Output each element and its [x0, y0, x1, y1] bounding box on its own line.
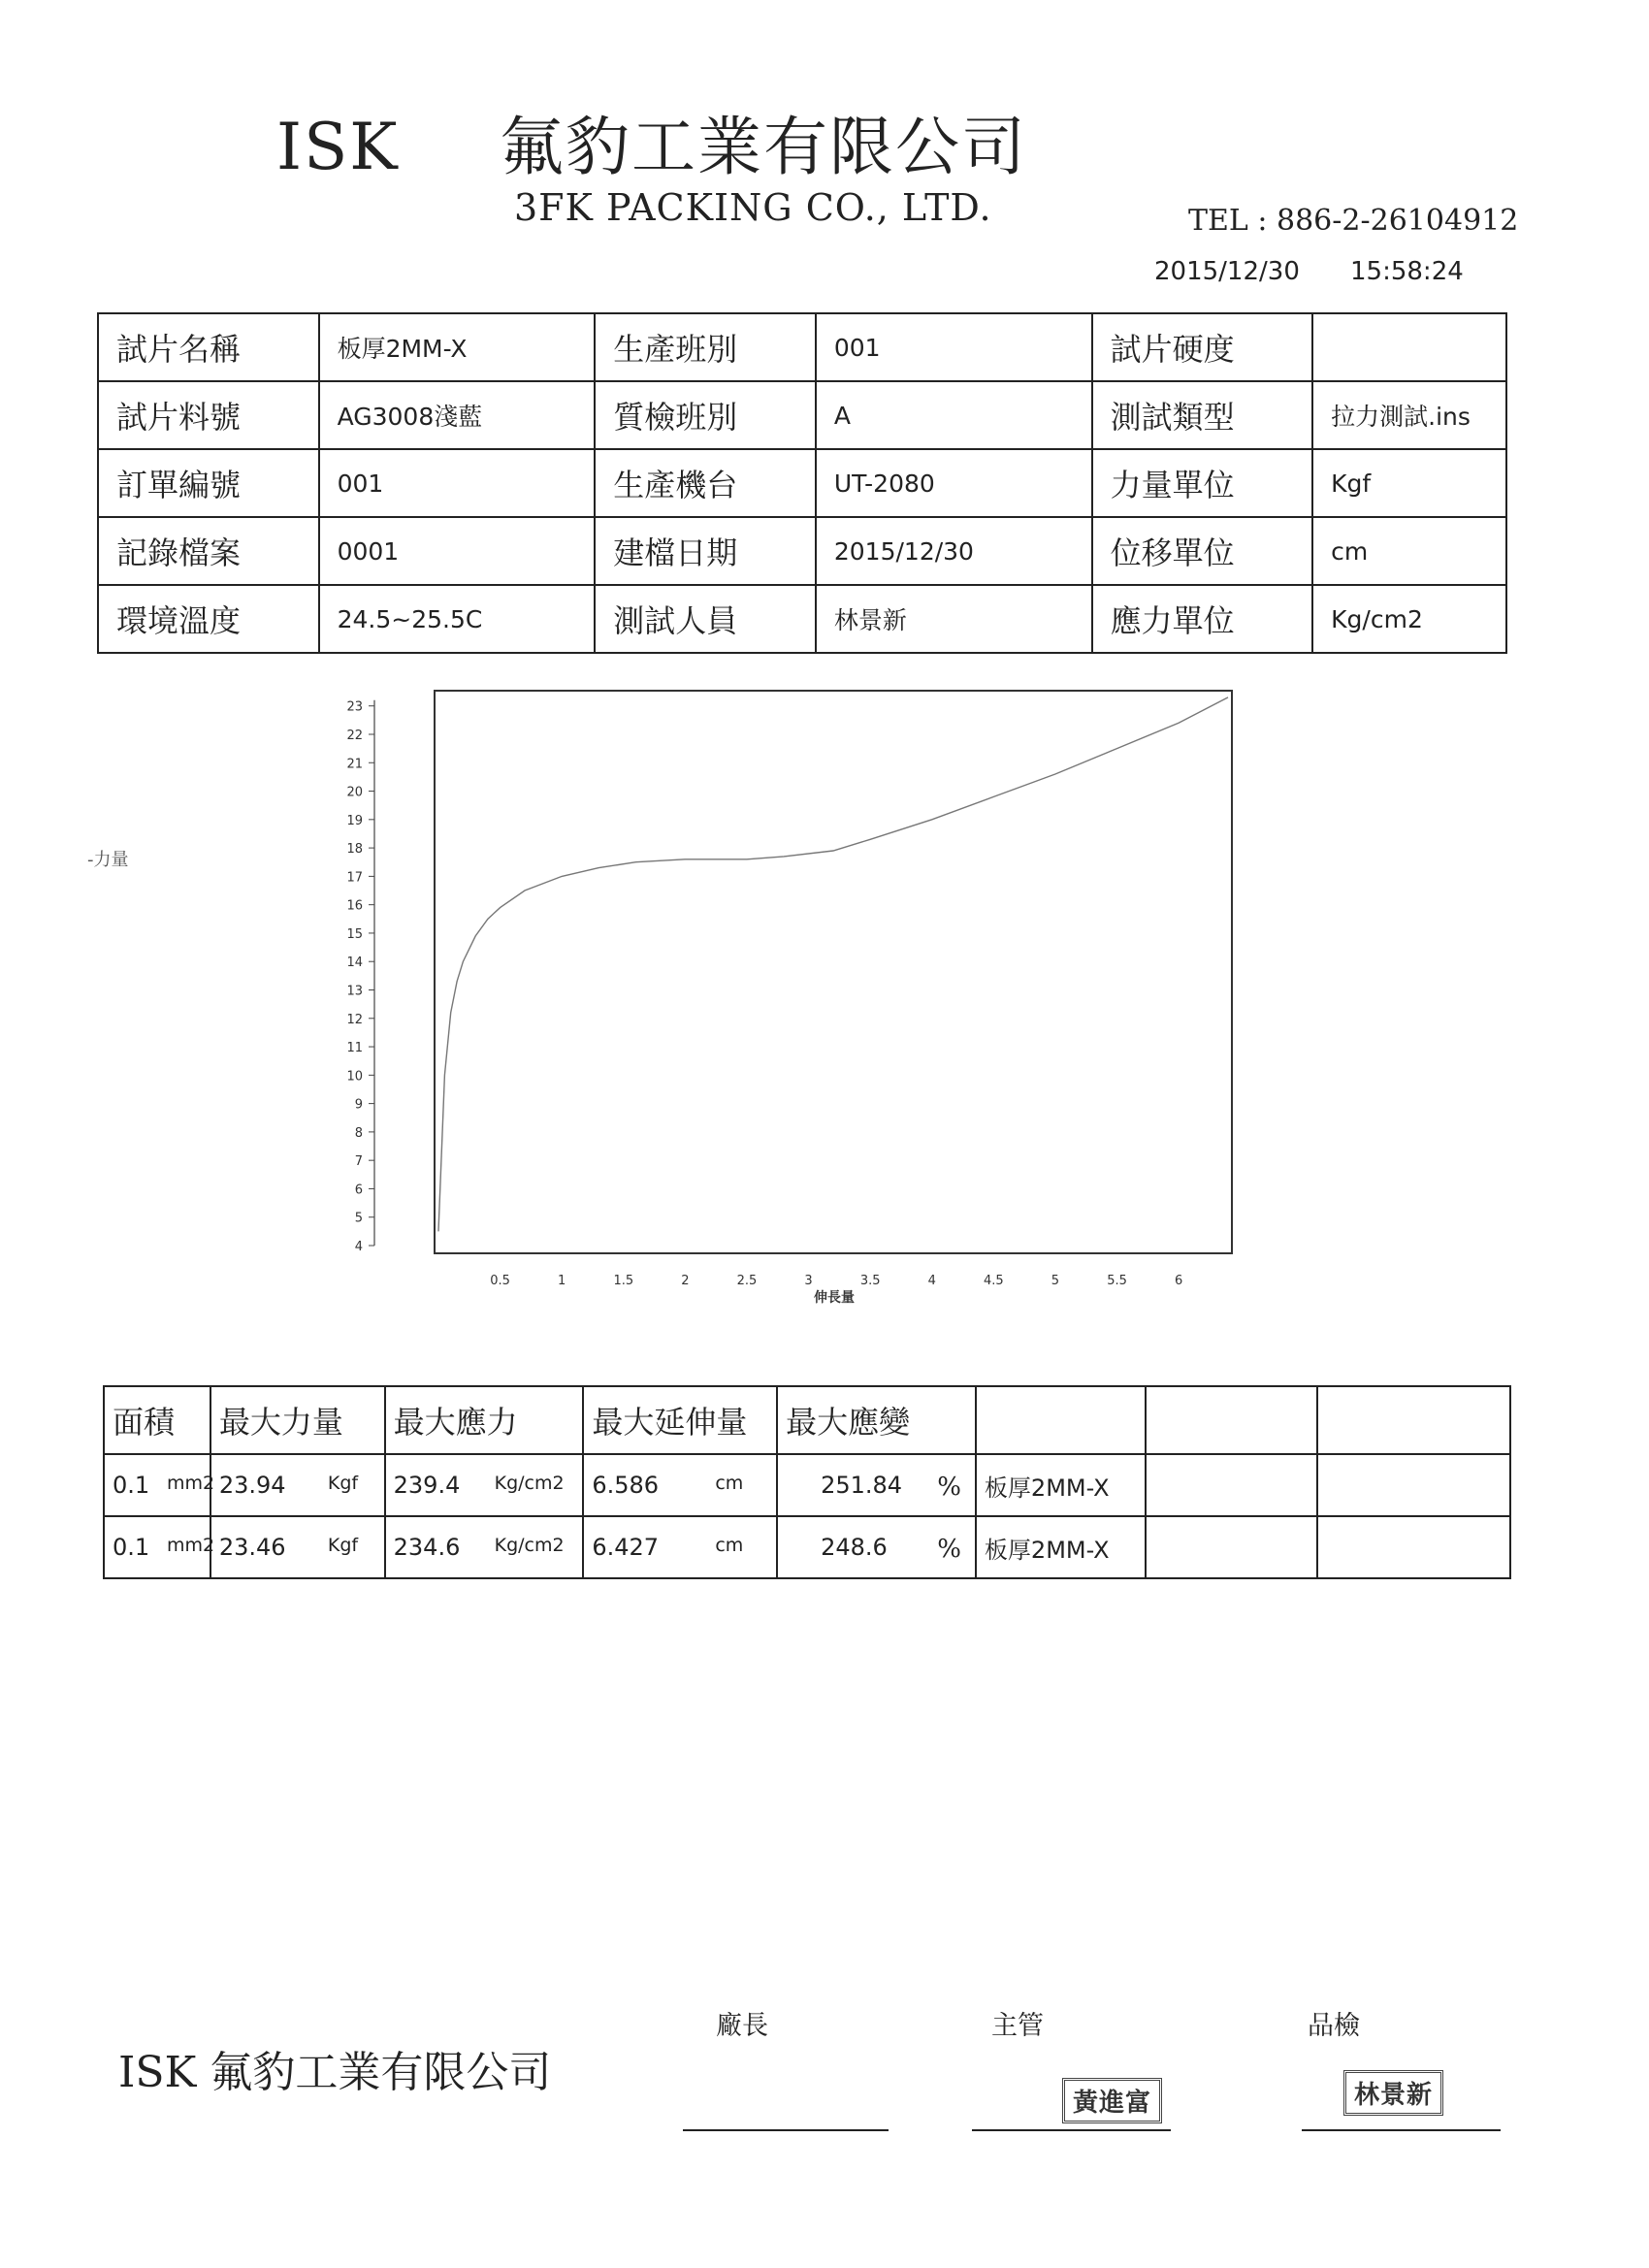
info-label: 試片名稱 [98, 313, 319, 381]
stress-value: 234.6 [393, 1534, 461, 1561]
info-label: 訂單編號 [98, 449, 319, 517]
y-tick-label: 10 [346, 1069, 363, 1085]
y-tick-label: 22 [346, 728, 363, 743]
plot-frame [435, 691, 1232, 1253]
extension-value: 6.427 [592, 1534, 660, 1561]
info-value: 24.5~25.5C [319, 585, 596, 653]
results-cell-specimen-name [976, 1516, 1146, 1578]
y-tick-label: 8 [354, 1125, 363, 1141]
y-tick-label: 14 [346, 956, 363, 971]
force-value: 23.94 [218, 1472, 286, 1499]
results-row [104, 1454, 1510, 1516]
info-label: 生產班別 [595, 313, 816, 381]
x-tick-label: 5.5 [1107, 1274, 1127, 1288]
x-tick-label: 4.5 [984, 1274, 1004, 1288]
signature-line-quality [1302, 2129, 1501, 2131]
x-tick-label: 0.5 [490, 1274, 510, 1288]
results-row [104, 1516, 1510, 1578]
info-value: 板厚2MM-X [319, 313, 596, 381]
signature-line-supervisor [972, 2129, 1171, 2131]
info-row [98, 585, 1506, 653]
info-value: AG3008淺藍 [319, 381, 596, 449]
stress-unit: Kg/cm2 [494, 1535, 565, 1556]
info-value: 拉力測試.ins [1312, 381, 1506, 449]
area-value: 0.1 [113, 1534, 150, 1561]
y-axis-label: -力量 [87, 850, 129, 870]
results-header-cell: 最大應力 [385, 1386, 584, 1454]
y-tick-label: 20 [346, 785, 363, 800]
x-tick-label: 4 [927, 1274, 936, 1288]
telephone: TEL : 886-2-26104912 [1188, 204, 1519, 238]
force-unit: Kgf [327, 1473, 359, 1494]
strain-value: 251.84 [821, 1472, 903, 1499]
test-results-table [103, 1385, 1511, 1579]
results-cell-area [104, 1454, 215, 1516]
signature-line-factory-manager [683, 2129, 889, 2131]
results-cell-blank [1317, 1454, 1510, 1516]
info-label: 試片料號 [98, 381, 319, 449]
info-label: 測試人員 [595, 585, 816, 653]
info-value: A [816, 381, 1092, 449]
results-header-cell: 面積 [104, 1386, 210, 1454]
y-tick-label: 11 [346, 1041, 363, 1056]
results-cell-strain [777, 1454, 976, 1516]
specimen-name-value: 板厚2MM-X [984, 1474, 1110, 1502]
specimen-name-value: 板厚2MM-X [984, 1536, 1110, 1564]
info-row [98, 517, 1506, 585]
force-unit: Kgf [327, 1535, 359, 1556]
y-tick-label: 16 [346, 898, 363, 914]
y-tick-label: 4 [354, 1240, 363, 1254]
x-axis-label: 伸長量 [814, 1290, 855, 1306]
info-value: 林景新 [816, 585, 1092, 653]
company-title [276, 95, 1027, 187]
strain-unit: % [937, 1473, 961, 1502]
x-tick-label: 3 [804, 1274, 813, 1288]
y-tick-label: 7 [354, 1154, 363, 1170]
results-cell-stress [385, 1454, 584, 1516]
y-tick-label: 13 [346, 984, 363, 999]
area-unit: mm2 [167, 1535, 215, 1556]
strain-value: 248.6 [821, 1534, 888, 1561]
results-cell-strain [777, 1516, 976, 1578]
info-value: 2015/12/30 [816, 517, 1092, 585]
quality-seal-stamp: 林景新 [1343, 2070, 1443, 2116]
x-tick-label: 6 [1174, 1274, 1183, 1288]
info-label: 質檢班別 [595, 381, 816, 449]
results-cell-extension [583, 1454, 777, 1516]
supervisor-seal-stamp: 黃進富 [1062, 2078, 1162, 2123]
results-cell-force [210, 1516, 385, 1578]
force-elongation-chart [330, 669, 1251, 1310]
x-tick-label: 1.5 [613, 1274, 634, 1288]
results-header-cell [1317, 1386, 1510, 1454]
y-tick-label: 23 [346, 699, 363, 715]
info-label: 測試類型 [1092, 381, 1313, 449]
results-cell-blank [1146, 1516, 1318, 1578]
y-tick-label: 17 [346, 870, 363, 886]
info-label: 力量單位 [1092, 449, 1313, 517]
info-row [98, 381, 1506, 449]
results-cell-specimen-name [976, 1454, 1146, 1516]
info-value: Kgf [1312, 449, 1506, 517]
y-tick-label: 18 [346, 842, 363, 858]
y-tick-label: 6 [354, 1183, 363, 1198]
info-value: Kg/cm2 [1312, 585, 1506, 653]
extension-unit: cm [715, 1473, 744, 1494]
info-value: cm [1312, 517, 1506, 585]
footer-company: ISK 氟豹工業有限公司 [118, 2048, 552, 2097]
results-cell-extension [583, 1516, 777, 1578]
force-value: 23.46 [218, 1534, 286, 1561]
area-value: 0.1 [113, 1472, 150, 1499]
stress-value: 239.4 [393, 1472, 461, 1499]
info-value: 001 [816, 313, 1092, 381]
y-tick-label: 12 [346, 1012, 363, 1027]
company-cn-name: 氟豹工業有限公司 [500, 110, 1027, 184]
y-tick-label: 9 [354, 1097, 363, 1113]
sign-label-factory-manager: 廠長 [716, 2011, 768, 2041]
x-tick-label: 2 [681, 1274, 690, 1288]
x-tick-label: 2.5 [736, 1274, 758, 1288]
report-time: 15:58:24 [1350, 257, 1464, 286]
specimen-info-table [97, 312, 1507, 654]
results-header-cell: 最大延伸量 [583, 1386, 777, 1454]
info-label: 生產機台 [595, 449, 816, 517]
extension-value: 6.586 [592, 1472, 660, 1499]
series-line [438, 697, 1228, 1232]
info-label: 位移單位 [1092, 517, 1313, 585]
sign-label-supervisor: 主管 [991, 2011, 1044, 2041]
results-header-row [104, 1386, 1510, 1454]
info-label: 建檔日期 [595, 517, 816, 585]
y-tick-label: 19 [346, 813, 363, 828]
y-tick-label: 5 [354, 1211, 363, 1226]
extension-unit: cm [715, 1535, 744, 1556]
results-cell-blank [1317, 1516, 1510, 1578]
brand-text: ISK [276, 110, 400, 184]
results-cell-area [104, 1516, 215, 1578]
info-label: 記錄檔案 [98, 517, 319, 585]
results-cell-blank [1146, 1454, 1318, 1516]
area-unit: mm2 [167, 1473, 215, 1494]
y-tick-label: 21 [346, 757, 363, 772]
x-tick-label: 1 [558, 1274, 566, 1288]
x-tick-label: 5 [1051, 1274, 1060, 1288]
results-header-cell [976, 1386, 1146, 1454]
info-row [98, 449, 1506, 517]
info-label: 環境溫度 [98, 585, 319, 653]
results-cell-stress [385, 1516, 584, 1578]
info-label: 應力單位 [1092, 585, 1313, 653]
info-row [98, 313, 1506, 381]
stress-unit: Kg/cm2 [494, 1473, 565, 1494]
y-tick-label: 15 [346, 926, 363, 942]
x-tick-label: 3.5 [859, 1274, 881, 1288]
info-value: 001 [319, 449, 596, 517]
info-value [1312, 313, 1506, 381]
info-label: 試片硬度 [1092, 313, 1313, 381]
strain-unit: % [937, 1535, 961, 1564]
info-value: 0001 [319, 517, 596, 585]
results-cell-force [210, 1454, 385, 1516]
sign-label-quality: 品檢 [1308, 2011, 1360, 2041]
report-date: 2015/12/30 [1154, 257, 1300, 286]
info-value: UT-2080 [816, 449, 1092, 517]
results-header-cell: 最大應變 [777, 1386, 976, 1454]
results-header-cell: 最大力量 [210, 1386, 385, 1454]
results-header-cell [1146, 1386, 1318, 1454]
company-en-name: 3FK PACKING CO., LTD. [514, 186, 992, 229]
